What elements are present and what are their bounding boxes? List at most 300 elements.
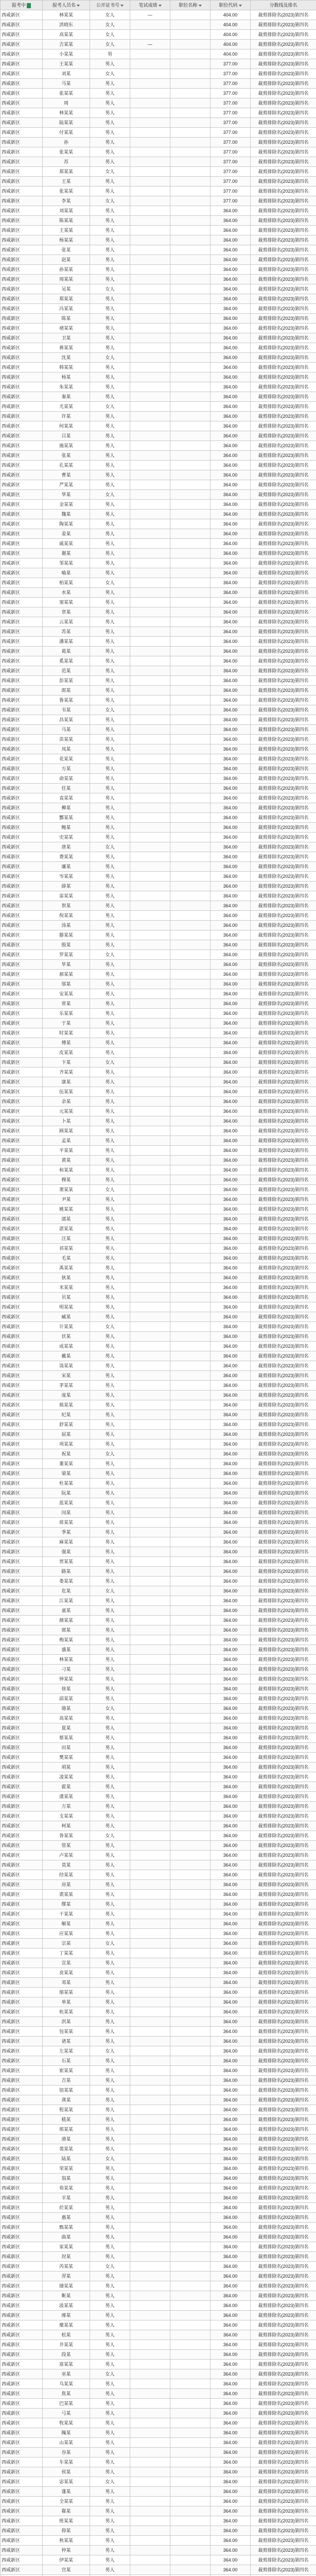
table-cell[interactable]: 男人: [90, 1342, 130, 1351]
table-cell[interactable]: 裁剪排除名(2023)第四名: [251, 519, 316, 529]
table-cell[interactable]: 男人: [90, 1097, 130, 1107]
table-cell[interactable]: [130, 656, 170, 666]
table-cell[interactable]: 364.00: [210, 1762, 251, 1772]
table-cell[interactable]: 男人: [90, 2017, 130, 2027]
table-cell[interactable]: 西咸新区: [1, 2183, 43, 2193]
table-cell[interactable]: 熊某某: [43, 1400, 90, 1410]
table-cell[interactable]: 364.00: [210, 1586, 251, 1596]
table-cell[interactable]: 女人: [90, 40, 130, 49]
table-cell[interactable]: 男人: [90, 1958, 130, 1968]
table-cell[interactable]: 裁剪排除名(2023)第四名: [251, 901, 316, 911]
table-cell[interactable]: 裁剪排除名(2023)第四名: [251, 2565, 316, 2575]
table-cell[interactable]: 364.00: [210, 1645, 251, 1655]
table-cell[interactable]: 男人: [90, 2272, 130, 2281]
table-cell[interactable]: 裁剪排除名(2023)第四名: [251, 852, 316, 862]
table-cell[interactable]: 364.00: [210, 1253, 251, 1263]
table-row[interactable]: [1, 1792, 316, 1802]
table-cell[interactable]: 西咸新区: [1, 2154, 43, 2164]
table-cell[interactable]: 乐某某: [43, 1009, 90, 1019]
table-cell[interactable]: [170, 461, 210, 470]
table-row[interactable]: [1, 2320, 316, 2330]
table-cell[interactable]: 男人: [90, 1723, 130, 1733]
table-cell[interactable]: [170, 901, 210, 911]
table-row[interactable]: [1, 1302, 316, 1312]
table-cell[interactable]: [130, 549, 170, 558]
table-cell[interactable]: 裁剪排除名(2023)第四名: [251, 607, 316, 617]
table-cell[interactable]: 364.00: [210, 1753, 251, 1762]
table-row[interactable]: [1, 1156, 316, 1165]
table-cell[interactable]: 男人: [90, 1528, 130, 1537]
table-cell[interactable]: 徐某: [43, 1684, 90, 1694]
table-cell[interactable]: 364.00: [210, 1674, 251, 1684]
table-cell[interactable]: 西咸新区: [1, 500, 43, 510]
table-cell[interactable]: 364.00: [210, 784, 251, 793]
table-cell[interactable]: 364.00: [210, 2438, 251, 2448]
table-cell[interactable]: 裁剪排除名(2023)第四名: [251, 1606, 316, 1616]
table-cell[interactable]: 男人: [90, 1841, 130, 1851]
table-cell[interactable]: 裁剪排除名(2023)第四名: [251, 89, 316, 98]
table-cell[interactable]: 宣某: [43, 1958, 90, 1968]
table-cell[interactable]: [130, 705, 170, 715]
table-cell[interactable]: 男人: [90, 108, 130, 118]
table-cell[interactable]: 男人: [90, 118, 130, 128]
table-cell[interactable]: 西咸新区: [1, 2232, 43, 2242]
table-cell[interactable]: [170, 1439, 210, 1449]
table-cell[interactable]: 西咸新区: [1, 1038, 43, 1048]
table-cell[interactable]: [170, 1606, 210, 1616]
table-cell[interactable]: 男人: [90, 138, 130, 147]
table-row[interactable]: [1, 1948, 316, 1958]
table-row[interactable]: [1, 2555, 316, 2565]
table-cell[interactable]: 男人: [90, 2555, 130, 2565]
table-cell[interactable]: 西咸新区: [1, 30, 43, 40]
table-cell[interactable]: [130, 1782, 170, 1792]
table-cell[interactable]: 安某某: [43, 989, 90, 999]
table-cell[interactable]: [130, 2037, 170, 2046]
table-cell[interactable]: 苏某: [43, 627, 90, 637]
table-cell[interactable]: 西咸新区: [1, 2438, 43, 2448]
table-cell[interactable]: 377.00: [210, 69, 251, 79]
table-cell[interactable]: 364.00: [210, 1577, 251, 1586]
table-row[interactable]: [1, 2125, 316, 2134]
table-cell[interactable]: 西咸新区: [1, 921, 43, 930]
table-cell[interactable]: 364.00: [210, 1097, 251, 1107]
table-cell[interactable]: 西咸新区: [1, 1948, 43, 1958]
table-cell[interactable]: 葛某: [43, 647, 90, 656]
table-cell[interactable]: 裁剪排除名(2023)第四名: [251, 2438, 316, 2448]
table-cell[interactable]: 364.00: [210, 793, 251, 803]
table-cell[interactable]: 西咸新区: [1, 2242, 43, 2252]
table-row[interactable]: [1, 1655, 316, 1665]
table-cell[interactable]: 男人: [90, 725, 130, 735]
table-cell[interactable]: 成某某: [43, 1342, 90, 1351]
table-cell[interactable]: [170, 2193, 210, 2203]
table-cell[interactable]: 364.00: [210, 412, 251, 421]
table-cell[interactable]: [130, 833, 170, 842]
table-cell[interactable]: 裁剪排除名(2023)第四名: [251, 177, 316, 187]
table-row[interactable]: [1, 1929, 316, 1939]
table-cell[interactable]: 曲某: [43, 2232, 90, 2242]
table-cell[interactable]: 裁剪排除名(2023)第四名: [251, 1116, 316, 1126]
table-cell[interactable]: [170, 1067, 210, 1077]
table-cell[interactable]: 宫某: [43, 2565, 90, 2575]
table-row[interactable]: [1, 333, 316, 343]
table-cell[interactable]: 西咸新区: [1, 1508, 43, 1518]
table-cell[interactable]: 路某: [43, 1567, 90, 1577]
table-cell[interactable]: 贾某某: [43, 1557, 90, 1567]
table-row[interactable]: [1, 480, 316, 490]
table-cell[interactable]: 男人: [90, 2418, 130, 2428]
table-cell[interactable]: 邹某某: [43, 558, 90, 568]
table-row[interactable]: [1, 2213, 316, 2223]
table-cell[interactable]: [130, 2203, 170, 2213]
table-row[interactable]: [1, 1616, 316, 1625]
table-row[interactable]: [1, 1253, 316, 1263]
table-cell[interactable]: [130, 2506, 170, 2516]
table-cell[interactable]: 西咸新区: [1, 1224, 43, 1234]
table-cell[interactable]: 364.00: [210, 402, 251, 412]
table-cell[interactable]: 女人: [90, 1586, 130, 1596]
table-cell[interactable]: 西咸新区: [1, 637, 43, 647]
table-cell[interactable]: 364.00: [210, 1371, 251, 1381]
table-cell[interactable]: 364.00: [210, 1116, 251, 1126]
table-cell[interactable]: 364.00: [210, 764, 251, 774]
table-cell[interactable]: [170, 1087, 210, 1097]
table-row[interactable]: [1, 363, 316, 372]
table-cell[interactable]: 明某某: [43, 1302, 90, 1312]
table-cell[interactable]: 男人: [90, 617, 130, 627]
table-cell[interactable]: 男人: [90, 1596, 130, 1606]
table-cell[interactable]: [130, 1841, 170, 1851]
table-cell[interactable]: [170, 1361, 210, 1371]
table-cell[interactable]: 女人: [90, 842, 130, 852]
table-cell[interactable]: 364.00: [210, 2242, 251, 2252]
table-row[interactable]: [1, 823, 316, 833]
table-cell[interactable]: [130, 1430, 170, 1439]
table-row[interactable]: [1, 735, 316, 744]
table-cell[interactable]: 西咸新区: [1, 108, 43, 118]
table-cell[interactable]: 西咸新区: [1, 2350, 43, 2360]
table-cell[interactable]: [170, 568, 210, 578]
table-cell[interactable]: [130, 1870, 170, 1880]
table-cell[interactable]: 西咸新区: [1, 1586, 43, 1596]
table-cell[interactable]: 364.00: [210, 1997, 251, 2007]
table-cell[interactable]: [130, 2320, 170, 2330]
table-row[interactable]: [1, 852, 316, 862]
table-cell[interactable]: 364.00: [210, 637, 251, 647]
table-cell[interactable]: 西咸新区: [1, 940, 43, 950]
table-cell[interactable]: [130, 245, 170, 255]
table-cell[interactable]: 364.00: [210, 1958, 251, 1968]
table-cell[interactable]: 裁剪排除名(2023)第四名: [251, 1772, 316, 1782]
table-cell[interactable]: 西咸新区: [1, 970, 43, 979]
table-cell[interactable]: 昝某某: [43, 1831, 90, 1841]
table-cell[interactable]: 男人: [90, 1234, 130, 1244]
table-cell[interactable]: 男人: [90, 2076, 130, 2086]
table-cell[interactable]: 西咸新区: [1, 167, 43, 177]
table-cell[interactable]: 男人: [90, 1361, 130, 1371]
table-cell[interactable]: [170, 2320, 210, 2330]
table-cell[interactable]: 364.00: [210, 1302, 251, 1312]
table-row[interactable]: [1, 911, 316, 921]
table-cell[interactable]: [170, 2428, 210, 2438]
table-cell[interactable]: 364.00: [210, 979, 251, 989]
table-cell[interactable]: 364.00: [210, 1351, 251, 1361]
table-cell[interactable]: 裁剪排除名(2023)第四名: [251, 1782, 316, 1792]
table-cell[interactable]: 杨某某: [43, 235, 90, 245]
table-cell[interactable]: 男人: [90, 343, 130, 353]
table-cell[interactable]: 364.00: [210, 2320, 251, 2330]
table-cell[interactable]: 364.00: [210, 1537, 251, 1547]
table-row[interactable]: [1, 813, 316, 823]
table-row[interactable]: [1, 49, 316, 59]
table-cell[interactable]: 西咸新区: [1, 470, 43, 480]
table-cell[interactable]: 364.00: [210, 2086, 251, 2095]
table-cell[interactable]: 364.00: [210, 1655, 251, 1665]
table-cell[interactable]: 西咸新区: [1, 216, 43, 226]
table-cell[interactable]: [170, 911, 210, 921]
table-cell[interactable]: 西咸新区: [1, 686, 43, 696]
table-cell[interactable]: 裁剪排除名(2023)第四名: [251, 568, 316, 578]
table-cell[interactable]: 364.00: [210, 363, 251, 372]
table-cell[interactable]: 西咸新区: [1, 1302, 43, 1312]
table-cell[interactable]: 西咸新区: [1, 735, 43, 744]
table-cell[interactable]: 男人: [90, 1625, 130, 1635]
table-cell[interactable]: 364.00: [210, 705, 251, 715]
table-cell[interactable]: 裁剪排除名(2023)第四名: [251, 2272, 316, 2281]
table-cell[interactable]: 男人: [90, 1391, 130, 1400]
table-cell[interactable]: [170, 813, 210, 823]
table-row[interactable]: [1, 451, 316, 461]
table-row[interactable]: [1, 764, 316, 774]
table-cell[interactable]: 杜某某: [43, 1479, 90, 1488]
table-cell[interactable]: 颜某某: [43, 1616, 90, 1625]
table-cell[interactable]: [130, 901, 170, 911]
table-cell[interactable]: 西咸新区: [1, 2497, 43, 2506]
table-cell[interactable]: 女人: [90, 1939, 130, 1948]
table-cell[interactable]: 刘某: [43, 69, 90, 79]
table-cell[interactable]: 裁剪排除名(2023)第四名: [251, 1929, 316, 1939]
table-cell[interactable]: 男人: [90, 1263, 130, 1273]
table-cell[interactable]: 郗某: [43, 2506, 90, 2516]
table-cell[interactable]: 裁剪排除名(2023)第四名: [251, 2056, 316, 2066]
table-cell[interactable]: 男人: [90, 314, 130, 324]
table-cell[interactable]: [130, 2448, 170, 2458]
table-cell[interactable]: [130, 891, 170, 901]
table-cell[interactable]: 西咸新区: [1, 676, 43, 686]
table-cell[interactable]: 裁剪排除名(2023)第四名: [251, 2144, 316, 2154]
table-row[interactable]: [1, 627, 316, 637]
table-cell[interactable]: 364.00: [210, 1860, 251, 1870]
table-row[interactable]: [1, 1165, 316, 1175]
table-cell[interactable]: 364.00: [210, 2291, 251, 2301]
table-cell[interactable]: [170, 1293, 210, 1302]
table-cell[interactable]: 364.00: [210, 2281, 251, 2291]
table-cell[interactable]: 西咸新区: [1, 1116, 43, 1126]
table-cell[interactable]: 西咸新区: [1, 20, 43, 30]
table-cell[interactable]: 364.00: [210, 1841, 251, 1851]
table-cell[interactable]: [130, 451, 170, 461]
table-cell[interactable]: 秋某某: [43, 2536, 90, 2546]
table-cell[interactable]: 男人: [90, 2125, 130, 2134]
table-cell[interactable]: [170, 1058, 210, 1067]
table-cell[interactable]: 364.00: [210, 2046, 251, 2056]
table-cell[interactable]: 裁剪排除名(2023)第四名: [251, 1430, 316, 1439]
table-cell[interactable]: 西咸新区: [1, 1322, 43, 1332]
table-cell[interactable]: 井某某: [43, 2340, 90, 2350]
table-cell[interactable]: [170, 1723, 210, 1733]
table-cell[interactable]: [170, 1900, 210, 1909]
table-cell[interactable]: 裁剪排除名(2023)第四名: [251, 255, 316, 265]
table-cell[interactable]: 西咸新区: [1, 1332, 43, 1342]
table-cell[interactable]: [170, 2213, 210, 2223]
table-cell[interactable]: [170, 1244, 210, 1253]
table-cell[interactable]: 364.00: [210, 2458, 251, 2467]
table-cell[interactable]: 裁剪排除名(2023)第四名: [251, 1498, 316, 1508]
table-cell[interactable]: [130, 2017, 170, 2027]
table-cell[interactable]: 364.00: [210, 1900, 251, 1909]
table-cell[interactable]: 裁剪排除名(2023)第四名: [251, 206, 316, 216]
table-row[interactable]: [1, 245, 316, 255]
table-cell[interactable]: [130, 1263, 170, 1273]
table-cell[interactable]: 裁剪排除名(2023)第四名: [251, 1890, 316, 1900]
table-cell[interactable]: 莫某: [43, 1860, 90, 1870]
table-cell[interactable]: 侯某: [43, 2467, 90, 2477]
table-cell[interactable]: 男人: [90, 774, 130, 784]
table-cell[interactable]: 裁剪排除名(2023)第四名: [251, 1665, 316, 1674]
table-cell[interactable]: [130, 2536, 170, 2546]
table-cell[interactable]: 西咸新区: [1, 539, 43, 549]
table-cell[interactable]: 男人: [90, 2536, 130, 2546]
table-row[interactable]: [1, 324, 316, 333]
table-cell[interactable]: 364.00: [210, 1508, 251, 1518]
table-cell[interactable]: 西咸新区: [1, 1449, 43, 1459]
table-row[interactable]: [1, 284, 316, 294]
table-cell[interactable]: 羿某: [43, 2272, 90, 2281]
table-row[interactable]: [1, 744, 316, 754]
table-cell[interactable]: 男人: [90, 1635, 130, 1645]
table-cell[interactable]: 裁剪排除名(2023)第四名: [251, 1273, 316, 1283]
table-cell[interactable]: 蓝某某: [43, 1498, 90, 1508]
table-cell[interactable]: 西咸新区: [1, 705, 43, 715]
table-cell[interactable]: 377.00: [210, 108, 251, 118]
table-cell[interactable]: 西咸新区: [1, 2095, 43, 2105]
table-cell[interactable]: 喻某: [43, 568, 90, 578]
table-row[interactable]: [1, 275, 316, 284]
table-cell[interactable]: [170, 490, 210, 500]
table-cell[interactable]: 男人: [90, 304, 130, 314]
table-cell[interactable]: 男人: [90, 1802, 130, 1811]
table-cell[interactable]: 马某: [43, 79, 90, 89]
table-row[interactable]: [1, 314, 316, 324]
table-cell[interactable]: [170, 872, 210, 882]
table-cell[interactable]: 惠某: [43, 2213, 90, 2223]
table-row[interactable]: [1, 1528, 316, 1537]
table-cell[interactable]: 何某某: [43, 421, 90, 431]
table-cell[interactable]: 西咸新区: [1, 1283, 43, 1293]
table-cell[interactable]: 西咸新区: [1, 1528, 43, 1537]
table-cell[interactable]: [170, 1762, 210, 1772]
table-cell[interactable]: 西咸新区: [1, 2164, 43, 2174]
table-cell[interactable]: 裁剪排除名(2023)第四名: [251, 79, 316, 89]
table-cell[interactable]: 男人: [90, 793, 130, 803]
table-cell[interactable]: [170, 1205, 210, 1214]
table-cell[interactable]: [130, 676, 170, 686]
table-cell[interactable]: [170, 2330, 210, 2340]
table-cell[interactable]: 364.00: [210, 2056, 251, 2066]
table-cell[interactable]: [130, 69, 170, 79]
table-cell[interactable]: 解某: [43, 1919, 90, 1929]
table-cell[interactable]: 西咸新区: [1, 1723, 43, 1733]
table-cell[interactable]: [170, 69, 210, 79]
table-cell[interactable]: 男人: [90, 676, 130, 686]
table-cell[interactable]: 水某: [43, 588, 90, 598]
table-cell[interactable]: [170, 2409, 210, 2418]
filter-arrow-icon[interactable]: [77, 5, 80, 7]
table-cell[interactable]: 张某: [43, 245, 90, 255]
table-cell[interactable]: 男人: [90, 2086, 130, 2095]
table-row[interactable]: [1, 1038, 316, 1048]
table-cell[interactable]: 男人: [90, 2242, 130, 2252]
table-cell[interactable]: 男人: [90, 1048, 130, 1058]
table-cell[interactable]: [130, 842, 170, 852]
table-cell[interactable]: [170, 1733, 210, 1743]
table-cell[interactable]: 404.00: [210, 40, 251, 49]
table-cell[interactable]: 364.00: [210, 2076, 251, 2086]
table-cell[interactable]: 男人: [90, 1126, 130, 1136]
table-cell[interactable]: [170, 2565, 210, 2575]
table-cell[interactable]: 西咸新区: [1, 656, 43, 666]
table-cell[interactable]: 男人: [90, 1175, 130, 1185]
table-cell[interactable]: 甄某某: [43, 2223, 90, 2232]
table-cell[interactable]: 西咸新区: [1, 1077, 43, 1087]
table-cell[interactable]: [130, 353, 170, 363]
table-cell[interactable]: 邴某: [43, 2311, 90, 2320]
table-cell[interactable]: 男人: [90, 666, 130, 676]
table-cell[interactable]: 裁剪排除名(2023)第四名: [251, 226, 316, 235]
table-cell[interactable]: [130, 744, 170, 754]
table-cell[interactable]: 364.00: [210, 1851, 251, 1860]
table-row[interactable]: [1, 1694, 316, 1704]
table-cell[interactable]: 裁剪排除名(2023)第四名: [251, 2174, 316, 2183]
table-cell[interactable]: 仰某: [43, 2526, 90, 2536]
table-cell[interactable]: 364.00: [210, 2017, 251, 2027]
table-cell[interactable]: 364.00: [210, 324, 251, 333]
table-cell[interactable]: 364.00: [210, 2399, 251, 2409]
table-cell[interactable]: 西咸新区: [1, 930, 43, 940]
table-cell[interactable]: 364.00: [210, 2007, 251, 2017]
table-cell[interactable]: 裁剪排除名(2023)第四名: [251, 2115, 316, 2125]
table-cell[interactable]: 西咸新区: [1, 2487, 43, 2497]
table-cell[interactable]: 男人: [90, 2487, 130, 2497]
table-row[interactable]: [1, 2418, 316, 2428]
table-row[interactable]: [1, 2438, 316, 2448]
table-cell[interactable]: [130, 813, 170, 823]
table-cell[interactable]: 裁剪排除名(2023)第四名: [251, 970, 316, 979]
table-cell[interactable]: 364.00: [210, 2262, 251, 2272]
table-cell[interactable]: 男人: [90, 2007, 130, 2017]
table-cell[interactable]: 裁剪排除名(2023)第四名: [251, 2203, 316, 2213]
table-cell[interactable]: 裁剪排除名(2023)第四名: [251, 128, 316, 138]
table-cell[interactable]: 米某某: [43, 1283, 90, 1293]
table-cell[interactable]: 男人: [90, 2144, 130, 2154]
table-cell[interactable]: 男人: [90, 1381, 130, 1391]
table-cell[interactable]: 364.00: [210, 1723, 251, 1733]
table-cell[interactable]: 西咸新区: [1, 1205, 43, 1214]
table-row[interactable]: [1, 2311, 316, 2320]
table-cell[interactable]: [130, 2330, 170, 2340]
table-row[interactable]: [1, 2448, 316, 2458]
